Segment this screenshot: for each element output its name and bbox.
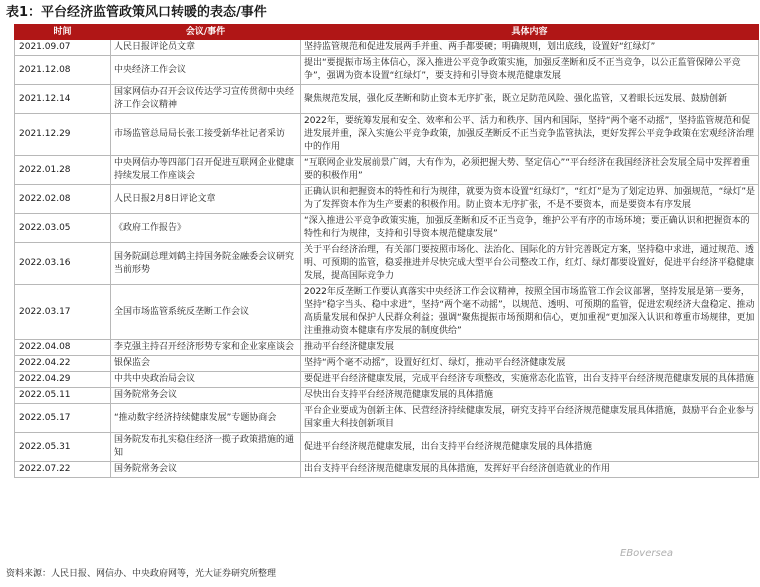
date-cell: 2021.12.08 xyxy=(15,56,111,85)
date-cell: 2021.12.29 xyxy=(15,114,111,156)
table-row xyxy=(15,185,759,214)
event-cell: 国务院发布扎实稳住经济一揽子政策措施的通知 xyxy=(111,433,301,462)
table-row xyxy=(15,40,759,56)
table-row xyxy=(15,340,759,356)
date-cell: 2022.04.08 xyxy=(15,340,111,356)
event-cell: 中共中央政治局会议 xyxy=(111,372,301,388)
date-cell: 2022.04.29 xyxy=(15,372,111,388)
content-cell: 关于平台经济治理，有关部门要按照市场化、法治化、国际化的方针完善既定方案，坚持稳中求进，通过规范、透明、可预期的监管，稳妥推进并尽快完成大型平台公司整改工作，红灯、绿灯都要设置好，促进平台经济平稳健康发展，提高国际竞争力 xyxy=(301,243,759,285)
date-cell: 2022.05.31 xyxy=(15,433,111,462)
content-cell: 尽快出台支持平台经济规范健康发展的具体措施 xyxy=(301,388,759,404)
event-cell: 国务院副总理刘鹤主持国务院金融委会议研究当前形势 xyxy=(111,243,301,285)
event-cell: 国务院常务会议 xyxy=(111,388,301,404)
date-cell: 2022.04.22 xyxy=(15,356,111,372)
date-cell: 2022.01.28 xyxy=(15,156,111,185)
source-note: 资料来源：人民日报、网信办、中央政府网等，光大证券研究所整理 xyxy=(6,569,277,579)
content-cell: 要促进平台经济健康发展，完成平台经济专项整改，实施常态化监管，出台支持平台经济规范健康发展的具体措施 xyxy=(301,372,759,388)
table-row xyxy=(15,404,759,433)
event-cell: 人民日报评论员文章 xyxy=(111,40,301,56)
content-cell: 提出“要提振市场主体信心，深入推进公平竞争政策实施，加强反垄断和反不正当竞争，以公正监管保障公平竞争”，强调为资本设置“红绿灯”，要支持和引导资本规范健康发展 xyxy=(301,56,759,85)
table-row xyxy=(15,372,759,388)
event-cell: “推动数字经济持续健康发展”专题协商会 xyxy=(111,404,301,433)
content-cell: 出台支持平台经济规范健康发展的具体措施，发挥好平台经济创造就业的作用 xyxy=(301,462,759,478)
date-cell: 2022.03.16 xyxy=(15,243,111,285)
watermark-text: EBoversea xyxy=(620,548,673,559)
date-cell: 2022.05.17 xyxy=(15,404,111,433)
table-row xyxy=(15,433,759,462)
event-cell: 中央经济工作会议 xyxy=(111,56,301,85)
date-cell: 2021.09.07 xyxy=(15,40,111,56)
content-cell: “深入推进公平竞争政策实施，加强反垄断和反不正当竞争，维护公平有序的市场环境；要正确认识和把握资本的特性和行为规律，支持和引导资本规范健康发展” xyxy=(301,214,759,243)
event-cell: 中央网信办等四部门召开促进互联网企业健康持续发展工作座谈会 xyxy=(111,156,301,185)
content-cell: 正确认识和把握资本的特性和行为规律，就要为资本设置“红绿灯”，“红灯”是为了划定边界、加强规范，“绿灯”是为了发挥资本作为生产要素的积极作用。防止资本无序扩张，不是不要资本，而是要资本有序发展 xyxy=(301,185,759,214)
event-cell: 银保监会 xyxy=(111,356,301,372)
content-cell: 坚持监管规范和促进发展两手并重、两手都要硬；明确规则，划出底线，设置好“红绿灯” xyxy=(301,40,759,56)
table-row xyxy=(15,356,759,372)
event-cell: 国家网信办召开会议传达学习宣传贯彻中央经济工作会议精神 xyxy=(111,85,301,114)
table-row xyxy=(15,388,759,404)
content-cell: 2022年反垄断工作要认真落实中央经济工作会议精神，按照全国市场监管工作会议部署，坚持发展是第一要务，坚持“稳字当头、稳中求进”，坚持“两个毫不动摇”，以规范、透明、可预期的监管，促进宏观经济大盘稳定、推动高质量发展和保护人民群众利益；强调“聚焦提振市场预期和信心，更加重视“更加深入认识和尊重市场规律，更加注重推动资本健康有序发展的制度供给” xyxy=(301,285,759,340)
content-cell: 聚焦规范发展，强化反垄断和防止资本无序扩张，既立足防范风险、强化监管，又着眼长远发展、鼓励创新 xyxy=(301,85,759,114)
header-date: 时间 xyxy=(15,25,111,40)
table-row xyxy=(15,214,759,243)
date-cell: 2022.03.17 xyxy=(15,285,111,340)
policy-table xyxy=(14,24,759,478)
table-row xyxy=(15,462,759,478)
date-cell: 2022.07.22 xyxy=(15,462,111,478)
event-cell: 李克强主持召开经济形势专家和企业家座谈会 xyxy=(111,340,301,356)
table-header-row xyxy=(15,25,759,40)
event-cell: 国务院常务会议 xyxy=(111,462,301,478)
table-row xyxy=(15,114,759,156)
content-cell: 促进平台经济规范健康发展，出台支持平台经济规范健康发展的具体措施 xyxy=(301,433,759,462)
header-content: 具体内容 xyxy=(301,25,759,40)
content-cell: 2022年，要统筹发展和安全、效率和公平、活力和秩序、国内和国际，坚持“两个毫不动摇”，坚持监管规范和促进发展并重，深入实施公平竞争政策，加强反垄断反不正当竞争监管执法，更好发挥公平竞争政策在宏观经济治理中的作用 xyxy=(301,114,759,156)
content-cell: 推动平台经济健康发展 xyxy=(301,340,759,356)
content-cell: “互联网企业发展前景广阔，大有作为，必须把握大势、坚定信心”“平台经济在我国经济社会发展全局中发挥着重要的积极作用” xyxy=(301,156,759,185)
date-cell: 2022.02.08 xyxy=(15,185,111,214)
content-cell: 坚持“两个毫不动摇”，设置好红灯、绿灯，推动平台经济健康发展 xyxy=(301,356,759,372)
table-row xyxy=(15,85,759,114)
table-title: 表1：平台经济监管政策风口转暖的表态/事件 xyxy=(6,5,267,20)
event-cell: 市场监管总局局长张工接受新华社记者采访 xyxy=(111,114,301,156)
table-row xyxy=(15,56,759,85)
table-row xyxy=(15,156,759,185)
event-cell: 全国市场监管系统反垄断工作会议 xyxy=(111,285,301,340)
event-cell: 人民日报2月8日评论文章 xyxy=(111,185,301,214)
date-cell: 2021.12.14 xyxy=(15,85,111,114)
table-row xyxy=(15,243,759,285)
table-row xyxy=(15,285,759,340)
header-event: 会议/事件 xyxy=(111,25,301,40)
date-cell: 2022.03.05 xyxy=(15,214,111,243)
date-cell: 2022.05.11 xyxy=(15,388,111,404)
event-cell: 《政府工作报告》 xyxy=(111,214,301,243)
content-cell: 平台企业要成为创新主体、民营经济持续健康发展，研究支持平台经济规范健康发展具体措施，鼓励平台企业参与国家重大科技创新项目 xyxy=(301,404,759,433)
